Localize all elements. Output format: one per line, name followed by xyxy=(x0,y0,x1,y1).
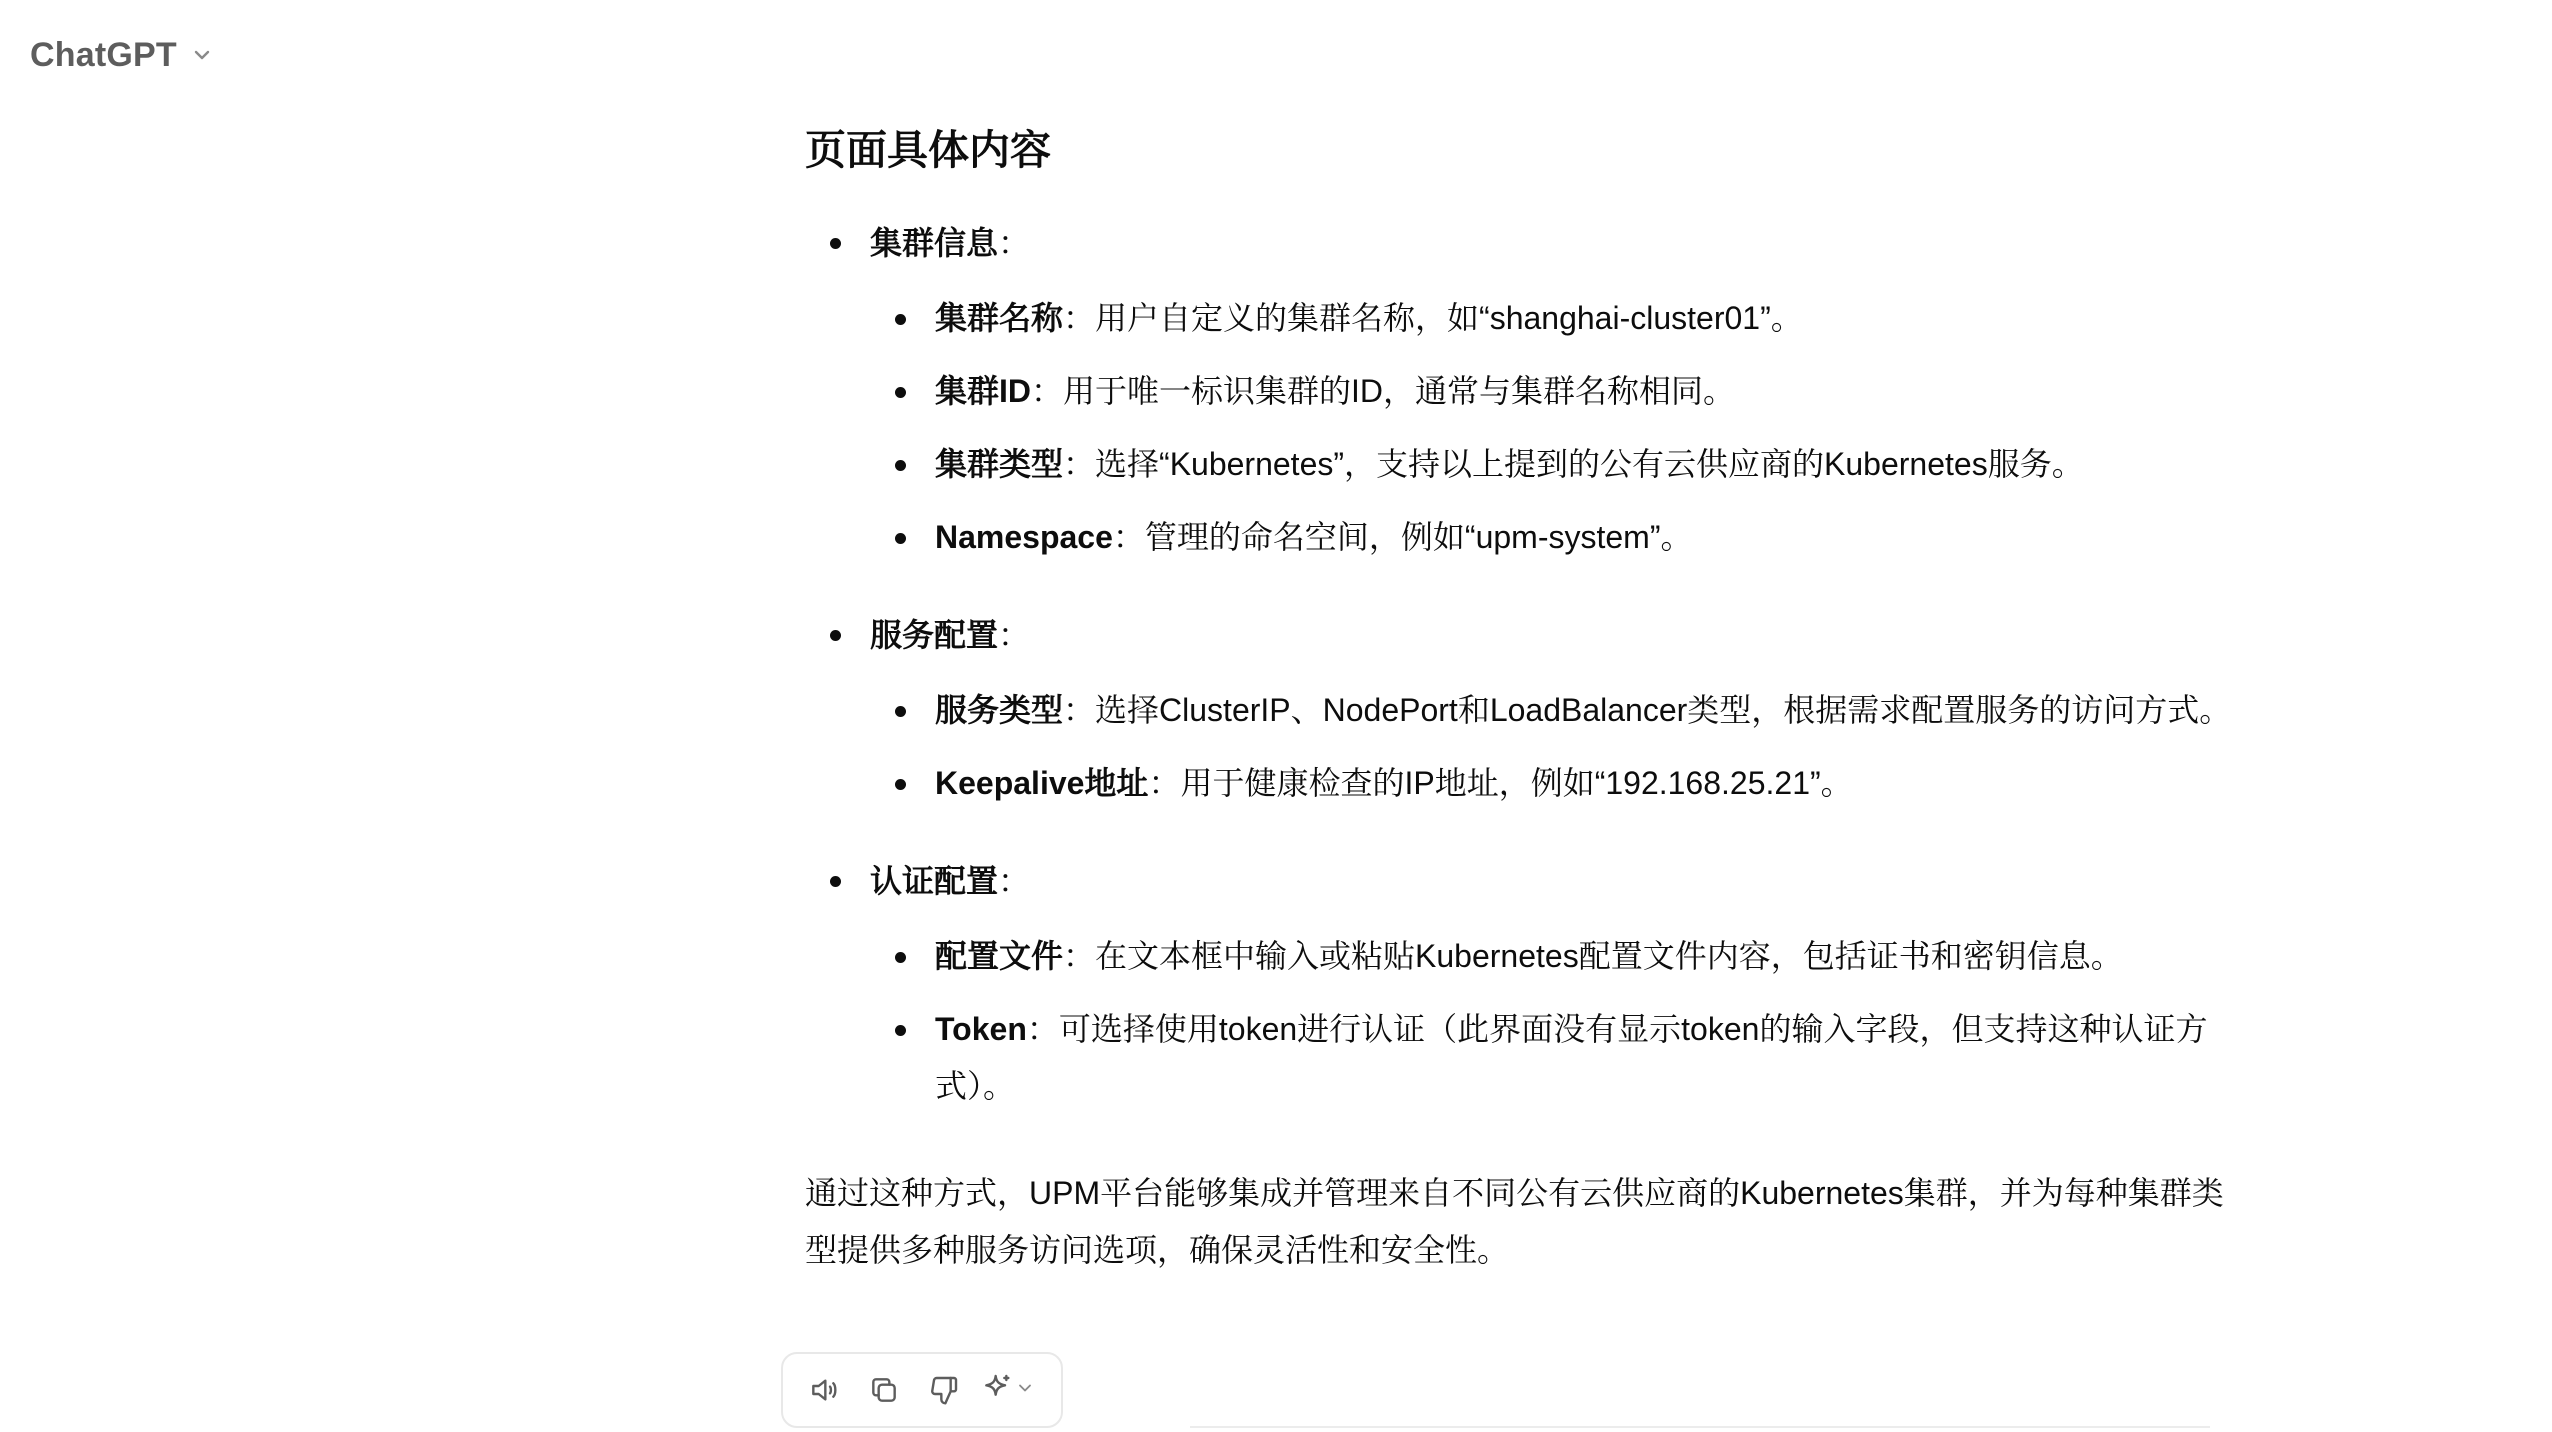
sub-list-item xyxy=(870,682,2250,739)
item-text: 可选择使用token进行认证（此界面没有显示token的输入字段，但支持这种认证方式）。 xyxy=(935,1011,2208,1104)
list-item-service-config xyxy=(805,606,2250,812)
item-label: Token xyxy=(935,1011,1027,1047)
bullet-icon xyxy=(895,952,906,963)
item-colon: ： xyxy=(1063,300,1096,336)
item-label: 集群名称 xyxy=(935,300,1064,336)
bullet-icon xyxy=(895,706,906,717)
item-label: 集群ID xyxy=(935,373,1032,409)
item-colon: ： xyxy=(1026,1011,1059,1047)
item-label: Namespace xyxy=(935,519,1113,555)
sub-list-item xyxy=(870,509,2250,566)
chevron-down-icon xyxy=(1015,1378,1035,1403)
sub-list-item xyxy=(870,436,2250,493)
bullet-icon xyxy=(895,387,906,398)
bullet-icon xyxy=(830,876,841,887)
copy-button[interactable] xyxy=(861,1367,907,1413)
summary-paragraph: 通过这种方式，UPM平台能够集成并管理来自不同公有云供应商的Kubernetes集群，并为每种集群类型提供多种服务访问选项，确保灵活性和安全性。 xyxy=(805,1175,2224,1268)
item-colon: ： xyxy=(1063,938,1096,974)
sub-list-item xyxy=(870,1001,2250,1115)
assistant-message xyxy=(805,110,2250,1279)
list-item-title: 服务配置 xyxy=(870,617,999,653)
bullet-icon xyxy=(895,314,906,325)
item-colon: ： xyxy=(1031,373,1064,409)
model-name: ChatGPT xyxy=(30,35,177,74)
bullet-icon xyxy=(830,238,841,249)
bullet-icon xyxy=(830,630,841,641)
bullet-icon xyxy=(895,779,906,790)
item-colon: ： xyxy=(1063,692,1096,728)
sub-list-item xyxy=(870,928,2250,985)
switch-model-button[interactable] xyxy=(981,1367,1035,1413)
list-item-title: 集群信息 xyxy=(870,225,999,261)
list-item-auth-config xyxy=(805,852,2250,1115)
item-text: 用户自定义的集群名称，如“shanghai-cluster01”。 xyxy=(1095,300,1803,336)
item-text: 在文本框中输入或粘贴Kubernetes配置文件内容，包括证书和密钥信息。 xyxy=(1095,938,2123,974)
item-text: 选择ClusterIP、NodePort和LoadBalancer类型，根据需求配置服务的访问方式。 xyxy=(1095,692,2232,728)
list-item-colon: ： xyxy=(998,617,1031,653)
section-list xyxy=(805,214,2250,1115)
item-label: 集群类型 xyxy=(935,446,1064,482)
list-item-title: 认证配置 xyxy=(870,863,999,899)
speaker-icon xyxy=(808,1374,840,1406)
item-label: Keepalive地址 xyxy=(935,765,1149,801)
item-text: 用于唯一标识集群的ID，通常与集群名称相同。 xyxy=(1063,373,1736,409)
model-selector[interactable] xyxy=(30,30,215,80)
thumbs-down-icon xyxy=(928,1374,960,1406)
list-item-colon: ： xyxy=(998,863,1031,899)
sub-list xyxy=(870,682,2250,812)
sub-list-item xyxy=(870,755,2250,812)
copy-icon xyxy=(868,1374,900,1406)
bullet-icon xyxy=(895,1025,906,1036)
message-action-bar xyxy=(781,1352,1063,1428)
sub-list xyxy=(870,928,2250,1115)
list-item-cluster-info xyxy=(805,214,2250,566)
sub-list-item xyxy=(870,363,2250,420)
chevron-down-icon xyxy=(189,42,215,68)
sub-list xyxy=(870,290,2250,566)
item-text: 管理的命名空间，例如“upm-system”。 xyxy=(1144,519,1693,555)
item-label: 配置文件 xyxy=(935,938,1064,974)
section-heading: 页面具体内容 xyxy=(805,127,1051,173)
item-colon: ： xyxy=(1112,519,1145,555)
composer-top-edge xyxy=(1190,1426,2210,1432)
item-colon: ： xyxy=(1148,765,1181,801)
item-text: 选择“Kubernetes”，支持以上提到的公有云供应商的Kubernetes服务。 xyxy=(1095,446,2084,482)
sparkle-icon xyxy=(981,1372,1013,1409)
item-colon: ： xyxy=(1063,446,1096,482)
sub-list-item xyxy=(870,290,2250,347)
item-label: 服务类型 xyxy=(935,692,1064,728)
bullet-icon xyxy=(895,533,906,544)
list-item-colon: ： xyxy=(998,225,1031,261)
item-text: 用于健康检查的IP地址，例如“192.168.25.21”。 xyxy=(1180,765,1853,801)
read-aloud-button[interactable] xyxy=(801,1367,847,1413)
bullet-icon xyxy=(895,460,906,471)
thumbs-down-button[interactable] xyxy=(921,1367,967,1413)
